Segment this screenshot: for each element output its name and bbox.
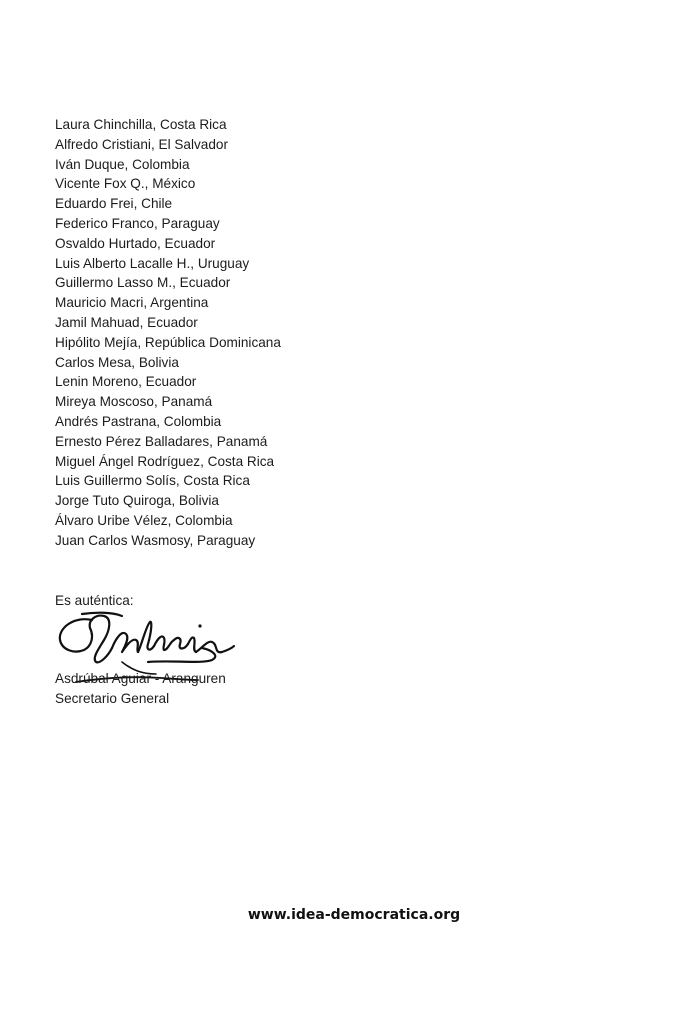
signatory-item: Vicente Fox Q., México: [55, 176, 196, 192]
signatory-item: Laura Chinchilla, Costa Rica: [55, 117, 227, 132]
signatory-item: Iván Duque, Colombia: [55, 156, 190, 172]
signatory-item: Andrés Pastrana, Colombia: [55, 413, 222, 429]
signer-title: Secretario General: [55, 690, 170, 706]
signatory-item: Federico Franco, Paraguay: [55, 215, 220, 231]
signatory-item: Juan Carlos Wasmosy, Paraguay: [55, 532, 256, 548]
signatory-item: Álvaro Uribe Vélez, Colombia: [55, 512, 233, 528]
signatory-item: Osvaldo Hurtado, Ecuador: [55, 235, 216, 251]
signatory-item: Guillermo Lasso M., Ecuador: [55, 275, 231, 291]
signatory-item: Luis Alberto Lacalle H., Uruguay: [55, 255, 250, 271]
signatory-item: Hipólito Mejía, República Dominicana: [55, 334, 281, 350]
signatories-list: [55, 115, 281, 551]
signatory-item: Carlos Mesa, Bolivia: [55, 354, 179, 370]
signatory-item: Mauricio Macri, Argentina: [55, 295, 209, 311]
signatory-item: Lenin Moreno, Ecuador: [55, 374, 197, 390]
signatory-item: Ernesto Pérez Balladares, Panamá: [55, 433, 268, 449]
signatory-item: Alfredo Cristiani, El Salvador: [55, 136, 229, 152]
attestation-label: Es auténtica:: [55, 593, 134, 608]
signatory-item: Eduardo Frei, Chile: [55, 196, 173, 212]
signatory-item: Mireya Moscoso, Panamá: [55, 394, 213, 410]
signer-block: [55, 669, 226, 709]
signatory-item: Jamil Mahuad, Ecuador: [55, 314, 198, 330]
signatory-item: Luis Guillermo Solís, Costa Rica: [55, 473, 250, 489]
signer-name: Asdrúbal Aguiar - Aranguren: [55, 671, 226, 686]
signatory-item: Jorge Tuto Quiroga, Bolivia: [55, 493, 219, 509]
website-url: www.idea-democratica.org: [247, 907, 461, 923]
signatory-item: Miguel Ángel Rodríguez, Costa Rica: [55, 453, 275, 469]
